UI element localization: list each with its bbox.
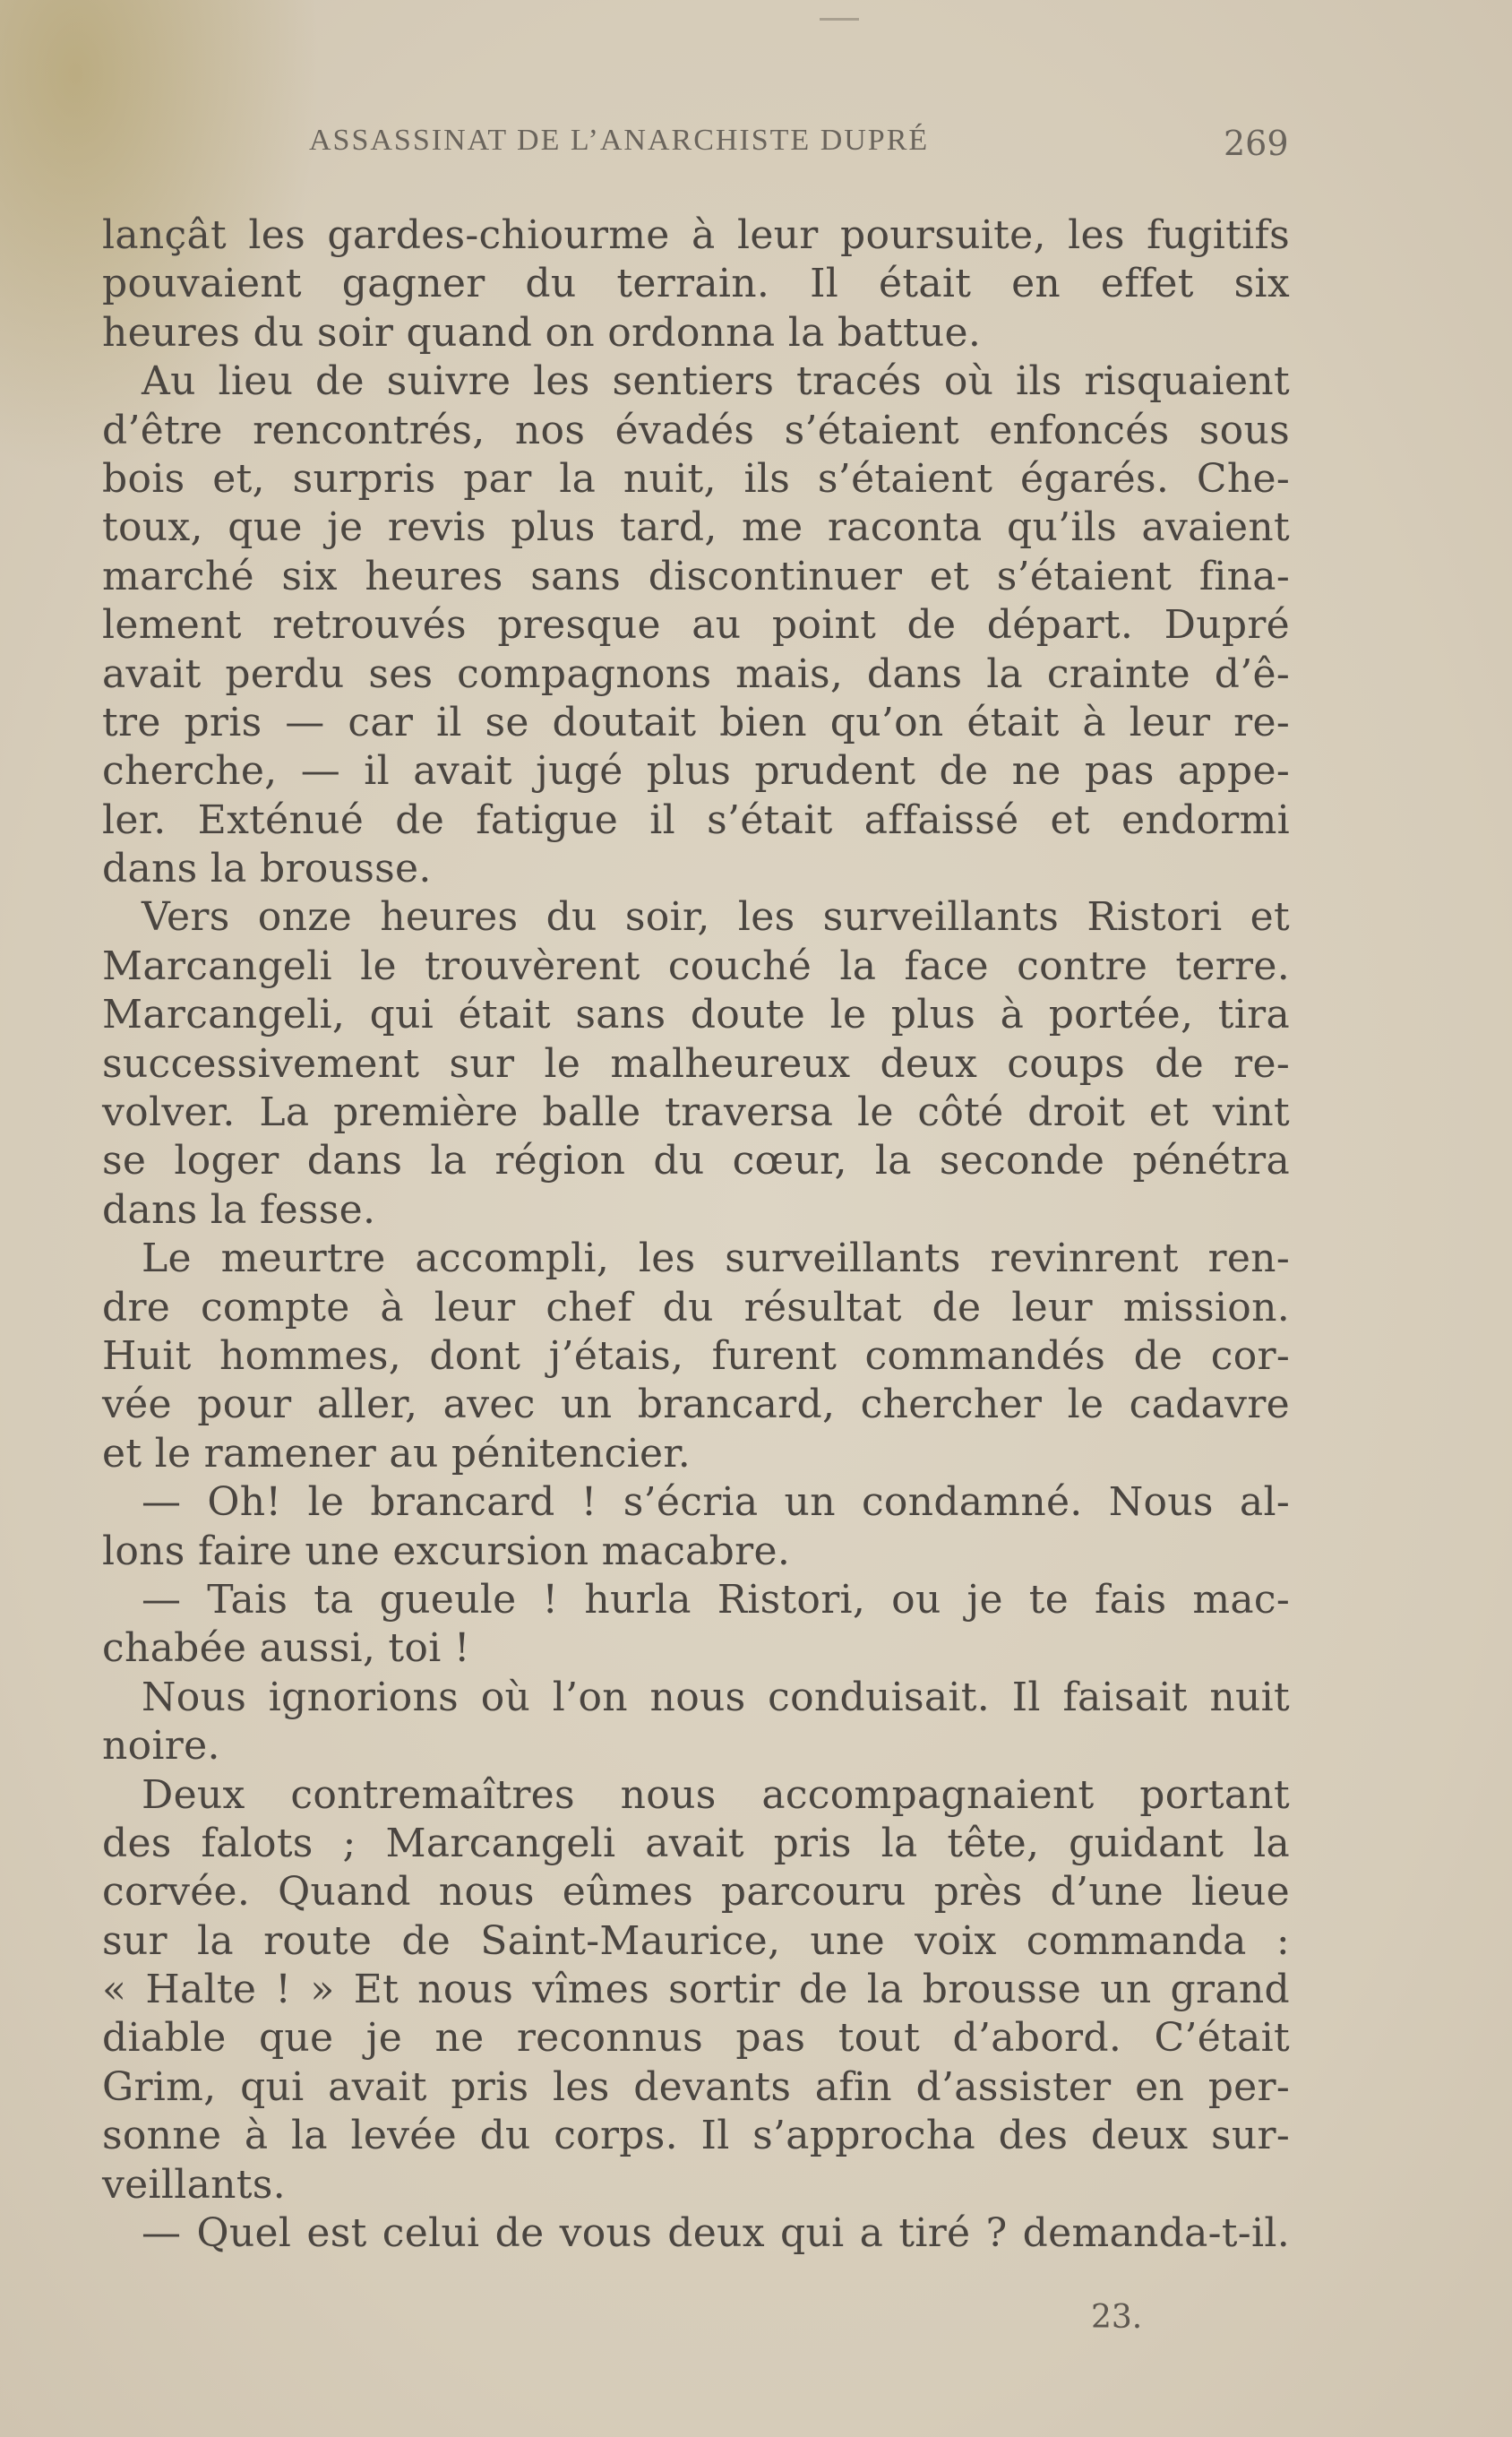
running-title: ASSASSINAT DE L’ANARCHISTE DUPRÉ (309, 124, 930, 157)
text-line: lement retrouvés presque au point de départ. Dupré (102, 602, 1290, 649)
text-line: volver. La première balle traversa le côté droit et vint (102, 1089, 1290, 1136)
text-line: avait perdu ses compagnons mais, dans la crainte d’ê- (102, 650, 1290, 697)
text-line: dre compte à leur chef du résultat de leur mission. (102, 1284, 1290, 1330)
text-line: marché six heures sans discontinuer et s’étaient fina- (102, 553, 1290, 599)
text-line: — Oh! le brancard ! s’écria un condamné. Nous al- (142, 1479, 1290, 1526)
text-line: Huit hommes, dont j’étais, furent commandés de cor- (102, 1332, 1290, 1379)
text-line: Deux contremaîtres nous accompagnaient portant (142, 1771, 1290, 1818)
text-line: lons faire une excursion macabre. (102, 1528, 791, 1574)
text-line: dans la fesse. (102, 1186, 376, 1233)
text-line: lançât les gardes-chiourme à leur poursuite, les fugitifs (102, 212, 1290, 258)
text-line: « Halte ! » Et nous vîmes sortir de la brousse un grand (102, 1967, 1290, 2013)
text-line: corvée. Quand nous eûmes parcouru près d’une lieue (102, 1869, 1290, 1916)
text-line: se loger dans la région du cœur, la seconde pénétra (102, 1138, 1290, 1184)
text-line: successivement sur le malheureux deux coups de re- (102, 1040, 1290, 1087)
text-line: vée pour aller, avec un brancard, chercher le cadavre (102, 1382, 1290, 1428)
signature-mark: 23. (1091, 2299, 1143, 2336)
text-line: sonne à la levée du corps. Il s’approcha des deux sur- (102, 2113, 1290, 2159)
text-line: — Tais ta gueule ! hurla Ristori, ou je te fais mac- (142, 1576, 1290, 1623)
text-line: cherche, — il avait jugé plus prudent de ne pas appe- (102, 748, 1290, 795)
text-line: Grim, qui avait pris les devants afin d’assister en per- (102, 2063, 1290, 2110)
text-line: pouvaient gagner du terrain. Il était en effet six (102, 261, 1290, 307)
text-line: veillants. (102, 2161, 286, 2208)
text-line: Nous ignorions où l’on nous conduisait. Il faisait nuit (142, 1674, 1290, 1720)
page-number: 269 (1224, 124, 1289, 163)
text-line: diable que je ne reconnus pas tout d’abord. C’était (102, 2015, 1290, 2062)
text-line: bois et, surpris par la nuit, ils s’étaient égarés. Che- (102, 455, 1290, 502)
text-line: Vers onze heures du soir, les surveillants Ristori et (142, 894, 1290, 941)
text-line: noire. (102, 1723, 220, 1770)
text-line: Le meurtre accompli, les surveillants revinrent ren- (142, 1236, 1290, 1282)
text-line: chabée aussi, toi ! (102, 1625, 470, 1672)
text-line: Au lieu de suivre les sentiers tracés où ils risquaient (142, 358, 1290, 405)
text-line: ler. Exténué de fatigue il s’était affaissé et endormi (102, 797, 1290, 843)
text-line: dans la brousse. (102, 846, 432, 892)
text-line: — Quel est celui de vous deux qui a tiré ? demanda-t-il. (142, 2210, 1290, 2257)
text-line: Marcangeli le trouvèrent couché la face contre terre. (102, 943, 1290, 989)
text-line: sur la route de Saint-Maurice, une voix commanda : (102, 1917, 1290, 1964)
text-line: tre pris — car il se doutait bien qu’on était à leur re- (102, 699, 1290, 745)
text-line: toux, que je revis plus tard, me raconta qu’ils avaient (102, 504, 1290, 551)
text-line: Marcangeli, qui était sans doute le plus à portée, tira (102, 992, 1290, 1038)
text-line: heures du soir quand on ordonna la battue. (102, 309, 982, 356)
text-line: des falots ; Marcangeli avait pris la tête, guidant la (102, 1820, 1290, 1866)
body-text (102, 211, 1290, 2258)
top-margin-mark (820, 18, 859, 21)
text-line: et le ramener au pénitencier. (102, 1430, 692, 1477)
text-line: d’être rencontrés, nos évadés s’étaient enfoncés sous (102, 407, 1290, 453)
